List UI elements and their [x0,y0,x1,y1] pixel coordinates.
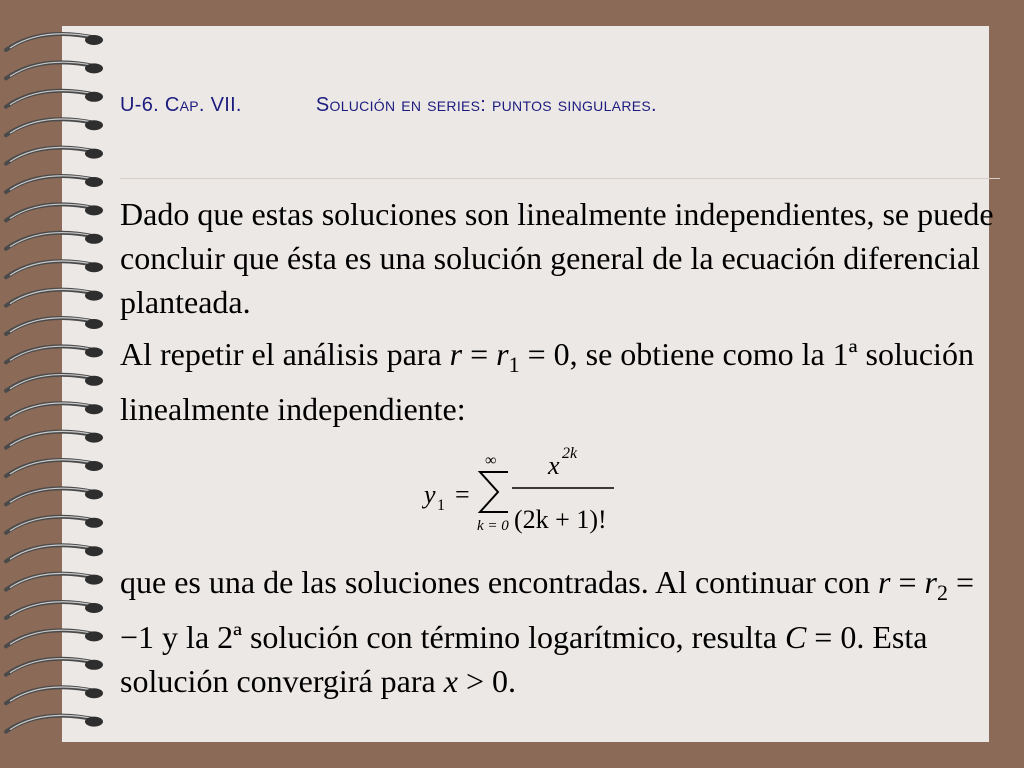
binding-ring [6,318,103,334]
binding-ring [6,346,103,362]
formula-numerator-exp: 2k [562,445,578,462]
binding-ring [6,204,103,220]
binding-ring [6,460,103,476]
paragraph-2-value: = 0, se obtiene como la 1ª solución linealmente independiente: [120,336,974,427]
paragraph-3-value: = −1 y la 2ª solución con término logarítmico, resulta [120,564,974,655]
paragraph-1 [120,192,1000,324]
formula-denominator: (2k + 1)! [514,505,607,534]
var-r: r [449,336,463,372]
header-divider [120,178,1000,179]
sigma-symbol [480,472,508,512]
binding-ring [6,545,103,561]
var-x: x [443,663,458,699]
binding-ring [6,630,103,646]
binding-ring [6,517,103,533]
binding-ring [6,34,103,50]
binding-ring [6,176,103,192]
formula-lower-limit: k = 0 [477,518,509,534]
series-formula [420,440,650,550]
var-r2: r [924,564,937,600]
paragraph-2 [120,332,1000,431]
eq-sign: = [462,336,497,372]
chapter-label: U-6. Cap. VII. [120,94,242,116]
var-r1: r [496,336,509,372]
binding-ring [6,488,103,504]
binding-ring [6,659,103,675]
paragraph-3 [120,560,1000,703]
binding-ring [6,62,103,78]
binding-ring [6,147,103,163]
spiral-binding [0,0,120,768]
formula-equals: = [455,480,470,509]
paragraph-1-text: Dado que estas soluciones son linealmente independientes, se puede concluir que ésta es una solución general de la ecuación diferencial planteada. [120,196,994,320]
var-r: r [878,564,891,600]
binding-ring [6,573,103,589]
formula-upper-limit: ∞ [485,452,497,469]
binding-ring [6,119,103,135]
binding-ring [6,715,103,731]
binding-ring [6,289,103,305]
binding-ring [6,431,103,447]
sub-1: 1 [508,352,520,377]
formula-lhs-var: y [424,480,436,509]
slide-title: Solución en series: puntos singulares. [315,94,657,116]
sub-2: 2 [936,580,948,605]
paragraph-3-value2: = 0. Esta solución convergirá para [120,619,928,699]
binding-ring [6,375,103,391]
binding-ring [6,687,103,703]
formula-lhs-sub: 1 [437,497,445,514]
binding-ring [6,91,103,107]
paragraph-3-value3: > 0. [457,663,516,699]
binding-ring [6,602,103,618]
formula-numerator-base: x [548,451,560,480]
binding-ring [6,403,103,419]
paragraph-2-intro: Al repetir el análisis para [120,336,450,372]
slide-header [120,94,657,124]
binding-ring [6,261,103,277]
paragraph-3-line1: que es una de las soluciones encontradas. Al continuar con [120,564,878,600]
eq-sign: = [890,564,925,600]
var-c: C [784,619,807,655]
binding-ring [6,233,103,249]
